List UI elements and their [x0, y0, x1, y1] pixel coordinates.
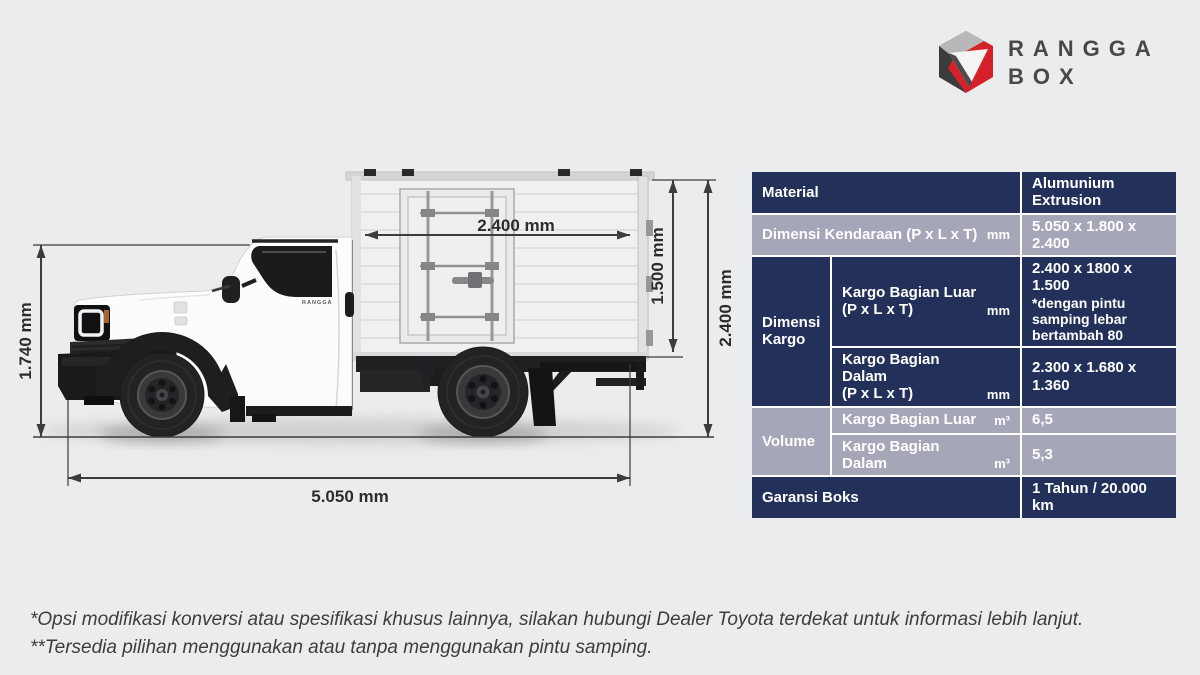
table-row [752, 172, 1176, 214]
cab-door-badge: RANGGA [302, 300, 333, 306]
kargo-dalam-sub: (P x L x T) [842, 385, 914, 403]
dim-label-box-length: 2.400 mm [477, 216, 555, 235]
kargo-luar-value: 2.400 x 1800 x 1.500 [1032, 260, 1133, 295]
brand-name-line2: BOX [1008, 64, 1083, 89]
table-row [752, 214, 1176, 257]
table-row [752, 476, 1176, 518]
brand-name-line1: RANGGA [1008, 36, 1160, 61]
volume-dalam-unit: m³ [994, 456, 1011, 472]
cab [58, 237, 354, 422]
dim-label-overall-height: 2.400 mm [716, 269, 735, 347]
footnote-1: *Opsi modifikasi konversi atau spesifikasi khusus lainnya, silakan hubungi Dealer Toyota terdekat untuk informasi lebih lanjut. [30, 609, 1084, 630]
volume-header: Volume [752, 407, 831, 477]
dim-label-box-height: 1.500 mm [648, 227, 667, 305]
kargo-luar-unit: mm [986, 302, 1011, 318]
cargo-box [346, 169, 654, 360]
dim-label-cab-height: 1.740 mm [16, 302, 35, 380]
footnote-2: **Tersedia pilihan menggunakan atau tanpa menggunakan pintu samping. [30, 637, 653, 658]
volume-dalam-label: Kargo Bagian Dalam [842, 437, 940, 472]
dimensi-kendaraan-value: 5.050 x 1.800 x 2.400 [1021, 214, 1176, 257]
dimensi-kendaraan-label: Dimensi Kendaraan (P x L x T) [762, 226, 978, 244]
kargo-luar-sub: (P x L x T) [842, 301, 914, 319]
material-value: Alumunium Extrusion [1021, 172, 1176, 214]
kargo-dalam-unit: mm [986, 386, 1011, 402]
dim-label-overall-length: 5.050 mm [311, 487, 389, 506]
volume-luar-label: Kargo Bagian Luar [842, 411, 977, 429]
dimensi-kargo-header: Dimensi Kargo [752, 256, 831, 407]
volume-luar-unit: m³ [994, 412, 1011, 428]
kargo-dalam-value: 2.300 x 1.680 x 1.360 [1021, 347, 1176, 407]
kargo-dalam-label: Kargo Bagian Dalam [842, 350, 940, 386]
rear-wheel [438, 347, 528, 437]
front-wheel [120, 353, 204, 437]
table-row [752, 407, 1176, 434]
rangga-box-logo [936, 30, 1160, 94]
kargo-luar-note: *dengan pintu samping lebar bertambah 80 [1032, 294, 1127, 343]
headlight [74, 305, 110, 341]
box-side-door [400, 189, 514, 343]
rangga-box-logo-icon [936, 30, 996, 94]
table-row [752, 256, 1176, 347]
volume-luar-value: 6,5 [1021, 407, 1176, 434]
footnotes [30, 606, 1083, 662]
garansi-label: Garansi Boks [752, 476, 1021, 518]
volume-dalam-value: 5,3 [1021, 434, 1176, 477]
dimensi-kendaraan-unit: mm [986, 227, 1011, 243]
material-label: Material [752, 172, 1021, 214]
spec-table [752, 172, 1176, 518]
kargo-luar-label: Kargo Bagian Luar [842, 284, 977, 302]
garansi-value: 1 Tahun / 20.000 km [1021, 476, 1176, 518]
